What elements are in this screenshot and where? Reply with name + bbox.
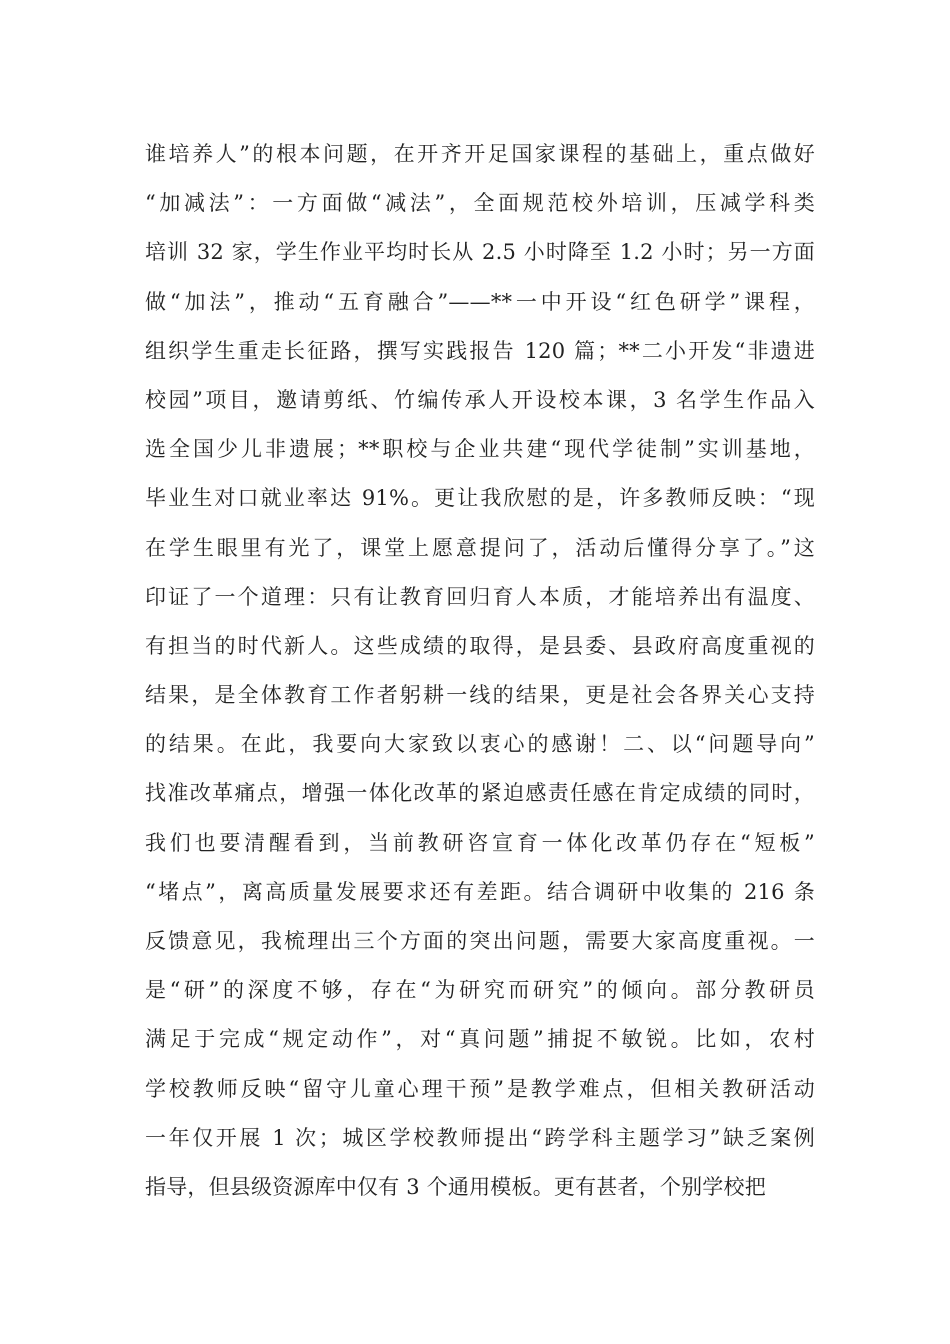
text-line: 一年仅开展 1 次；城区学校教师提出“跨学科主题学习”缺乏案例 — [145, 1125, 815, 1150]
text-line: 学校教师反映“留守儿童心理干预”是教学难点，但相关教研活动 — [145, 1076, 815, 1101]
text-line: 印证了一个道理：只有让教育回归育人本质，才能培养出有温度、 — [145, 584, 815, 609]
text-line: 结果，是全体教育工作者躬耕一线的结果，更是社会各界关心支持 — [145, 683, 815, 708]
text-line: 反馈意见，我梳理出三个方面的突出问题，需要大家高度重视。一 — [145, 929, 815, 953]
text-line: 我们也要清醒看到，当前教研咨宣育一体化改革仍存在“短板” — [145, 830, 815, 855]
text-line: 组织学生重走长征路，撰写实践报告 120 篇；**二小开发“非遗进 — [145, 338, 815, 363]
text-line: 做“加法”，推动“五育融合”——**一中开设“红色研学”课程， — [145, 289, 815, 314]
text-line: “堵点”，离高质量发展要求还有差距。结合调研中收集的 216 条 — [145, 879, 815, 904]
text-line: 毕业生对口就业率达 91%。更让我欣慰的是，许多教师反映：“现 — [145, 486, 815, 511]
text-line: “加减法”：一方面做“减法”，全面规范校外培训，压减学科类 — [145, 191, 815, 216]
text-line: 校园”项目，邀请剪纸、竹编传承人开设校本课，3 名学生作品入 — [145, 387, 815, 412]
text-line: 是“研”的深度不够，存在“为研究而研究”的倾向。部分教研员 — [145, 978, 815, 1003]
text-line: 有担当的时代新人。这些成绩的取得，是县委、县政府高度重视的 — [145, 633, 815, 658]
text-line: 满足于完成“规定动作”，对“真问题”捕捉不敏锐。比如，农村 — [145, 1027, 815, 1052]
text-line: 谁培养人”的根本问题，在开齐开足国家课程的基础上，重点做好 — [145, 142, 815, 166]
text-line: 的结果。在此，我要向大家致以衷心的感谢！二、以“问题导向” — [145, 732, 815, 757]
text-line: 找准改革痛点，增强一体化改革的紧迫感责任感在肯定成绩的同时， — [145, 781, 815, 806]
text-line: 选全国少儿非遗展；**职校与企业共建“现代学徒制”实训基地， — [145, 437, 815, 462]
body-text — [145, 130, 815, 1212]
text-line: 培训 32 家，学生作业平均时长从 2.5 小时降至 1.2 小时；另一方面 — [145, 240, 815, 265]
text-line: 指导，但县级资源库中仅有 3 个通用模板。更有甚者，个别学校把 — [145, 1174, 766, 1199]
text-line: 在学生眼里有光了，课堂上愿意提问了，活动后懂得分享了。”这 — [145, 535, 815, 560]
